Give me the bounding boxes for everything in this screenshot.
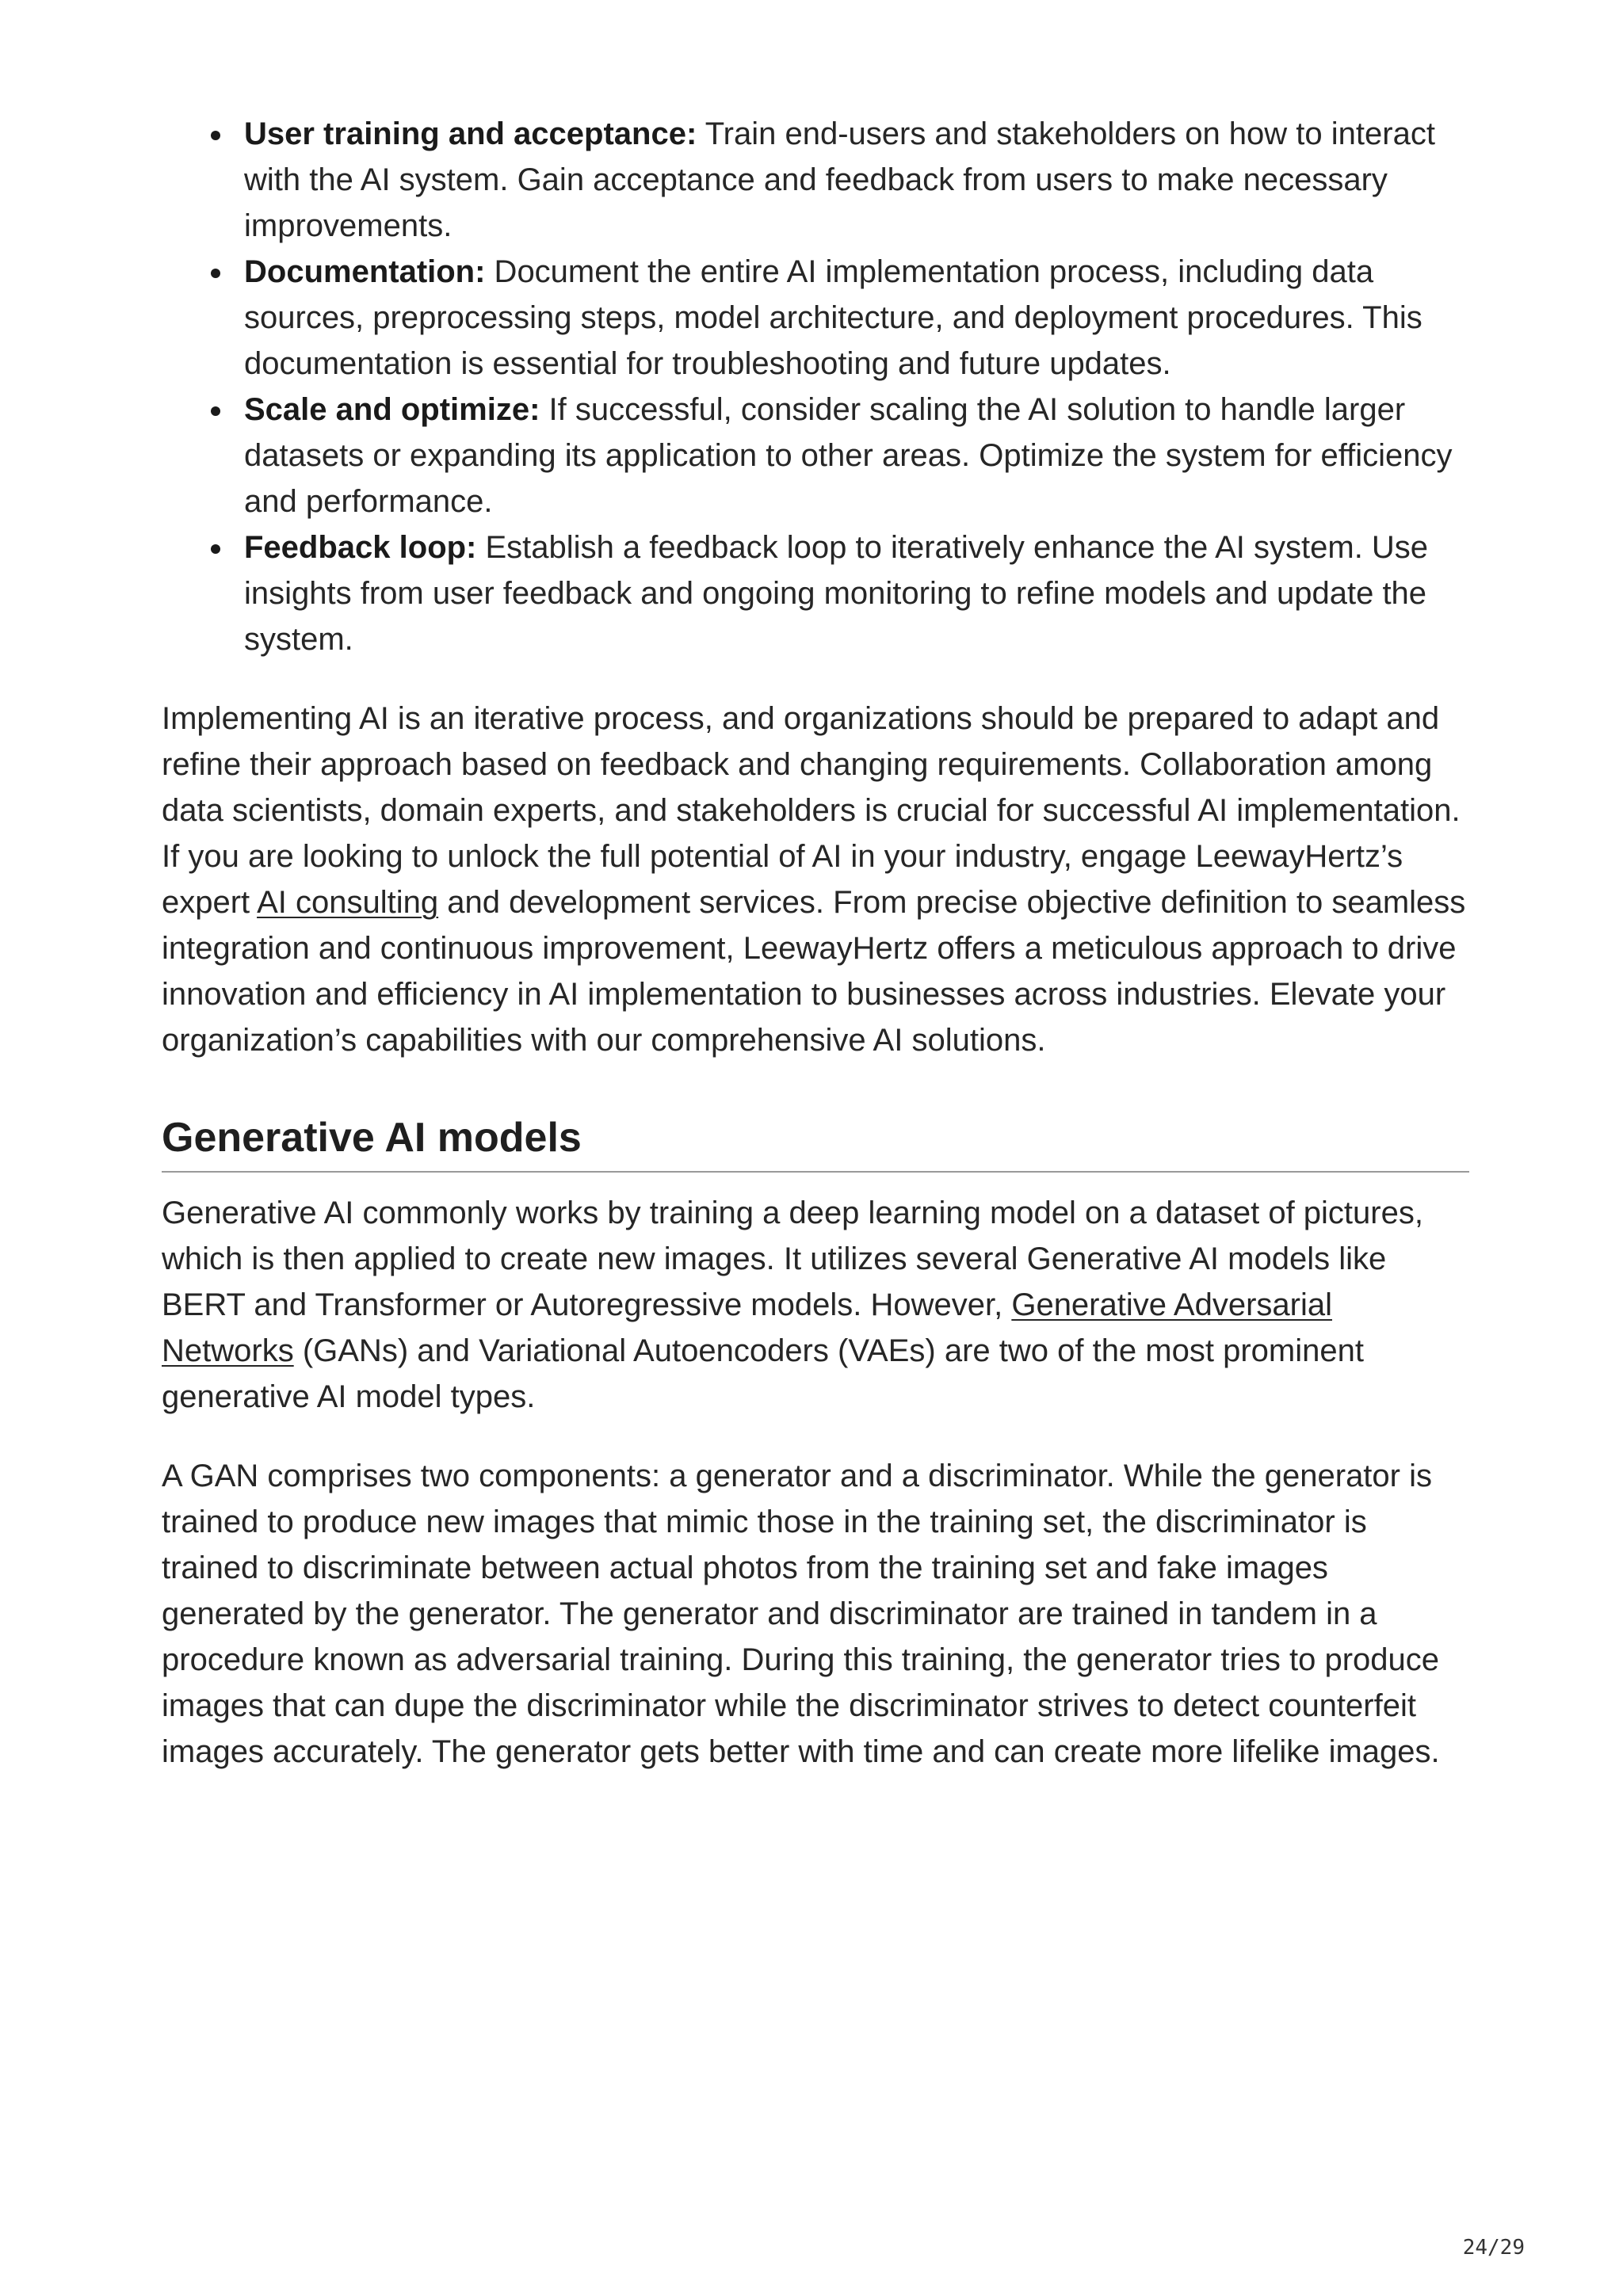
ai-consulting-link[interactable]: AI consulting (257, 885, 439, 920)
list-item-term: User training and acceptance: (244, 116, 697, 151)
list-item-term: Feedback loop: (244, 530, 477, 565)
page-number: 24/29 (1462, 2236, 1525, 2260)
list-item (244, 111, 1469, 249)
paragraph-implementation (162, 696, 1469, 1063)
list-item-text: If successful, consider scaling the AI solution to handle larger datasets or expanding its application to other areas. Optimize the system for efficiency and performance. (244, 392, 1453, 519)
list-item-term: Documentation: (244, 254, 486, 289)
paragraph-gan: A GAN comprises two components: a generator and a discriminator. While the generator is trained to produce new images that mimic those in the training set, the discriminator is trained to discriminate between actual photos from the training set and fake images generated by the generator. The generator and discriminator are trained in tandem in a procedure known as adversarial training. During this training, the generator tries to produce images that can dupe the discriminator while the discriminator strives to detect counterfeit images accurately. The generator gets better with time and can create more lifelike images. (162, 1459, 1440, 1769)
gan-link[interactable]: Generative Adversarial Networks (162, 1287, 1332, 1368)
list-item-text: Train end-users and stakeholders on how to interact with the AI system. Gain acceptance and feedback from users to make necessary improvements. (244, 116, 1435, 243)
list-item-text: Document the entire AI implementation process, including data sources, preprocessing steps, model architecture, and deployment procedures. This documentation is essential for troubleshooting and future updates. (244, 254, 1423, 381)
paragraph-text: (GANs) and Variational Autoencoders (VAEs) are two of the most prominent generative AI model types. (162, 1333, 1364, 1414)
list-item (244, 524, 1469, 662)
paragraph-text: and development services. From precise objective definition to seamless integration and continuous improvement, LeewayHertz offers a meticulous approach to drive innovation and efficiency in AI implementation to businesses across industries. Elevate your organization’s capabilities with our comprehensive AI solutions. (162, 885, 1466, 1058)
document-content (162, 111, 1469, 1775)
list-item (244, 387, 1469, 524)
section-heading: Generative AI models (162, 1112, 1469, 1173)
list-item (244, 249, 1469, 387)
list-item-text: Establish a feedback loop to iteratively enhance the AI system. Use insights from user feedback and ongoing monitoring to refine models and update the system. (244, 530, 1429, 657)
bullet-list (162, 111, 1469, 662)
paragraph-text: Implementing AI is an iterative process, and organizations should be prepared to adapt and refine their approach based on feedback and changing requirements. Collaboration among data scientists, domain experts, and stakeholders is crucial for successful AI implementation. If you are looking to unlock the full potential of AI in your industry, engage LeewayHertz’s expert (162, 701, 1461, 920)
paragraph-text: Generative AI commonly works by training a deep learning model on a dataset of pictures, which is then applied to create new images. It utilizes several Generative AI models like BERT and Transformer or Autoregressive models. However, (162, 1196, 1423, 1322)
paragraph-generative-ai (162, 1190, 1469, 1420)
list-item-term: Scale and optimize: (244, 392, 540, 427)
